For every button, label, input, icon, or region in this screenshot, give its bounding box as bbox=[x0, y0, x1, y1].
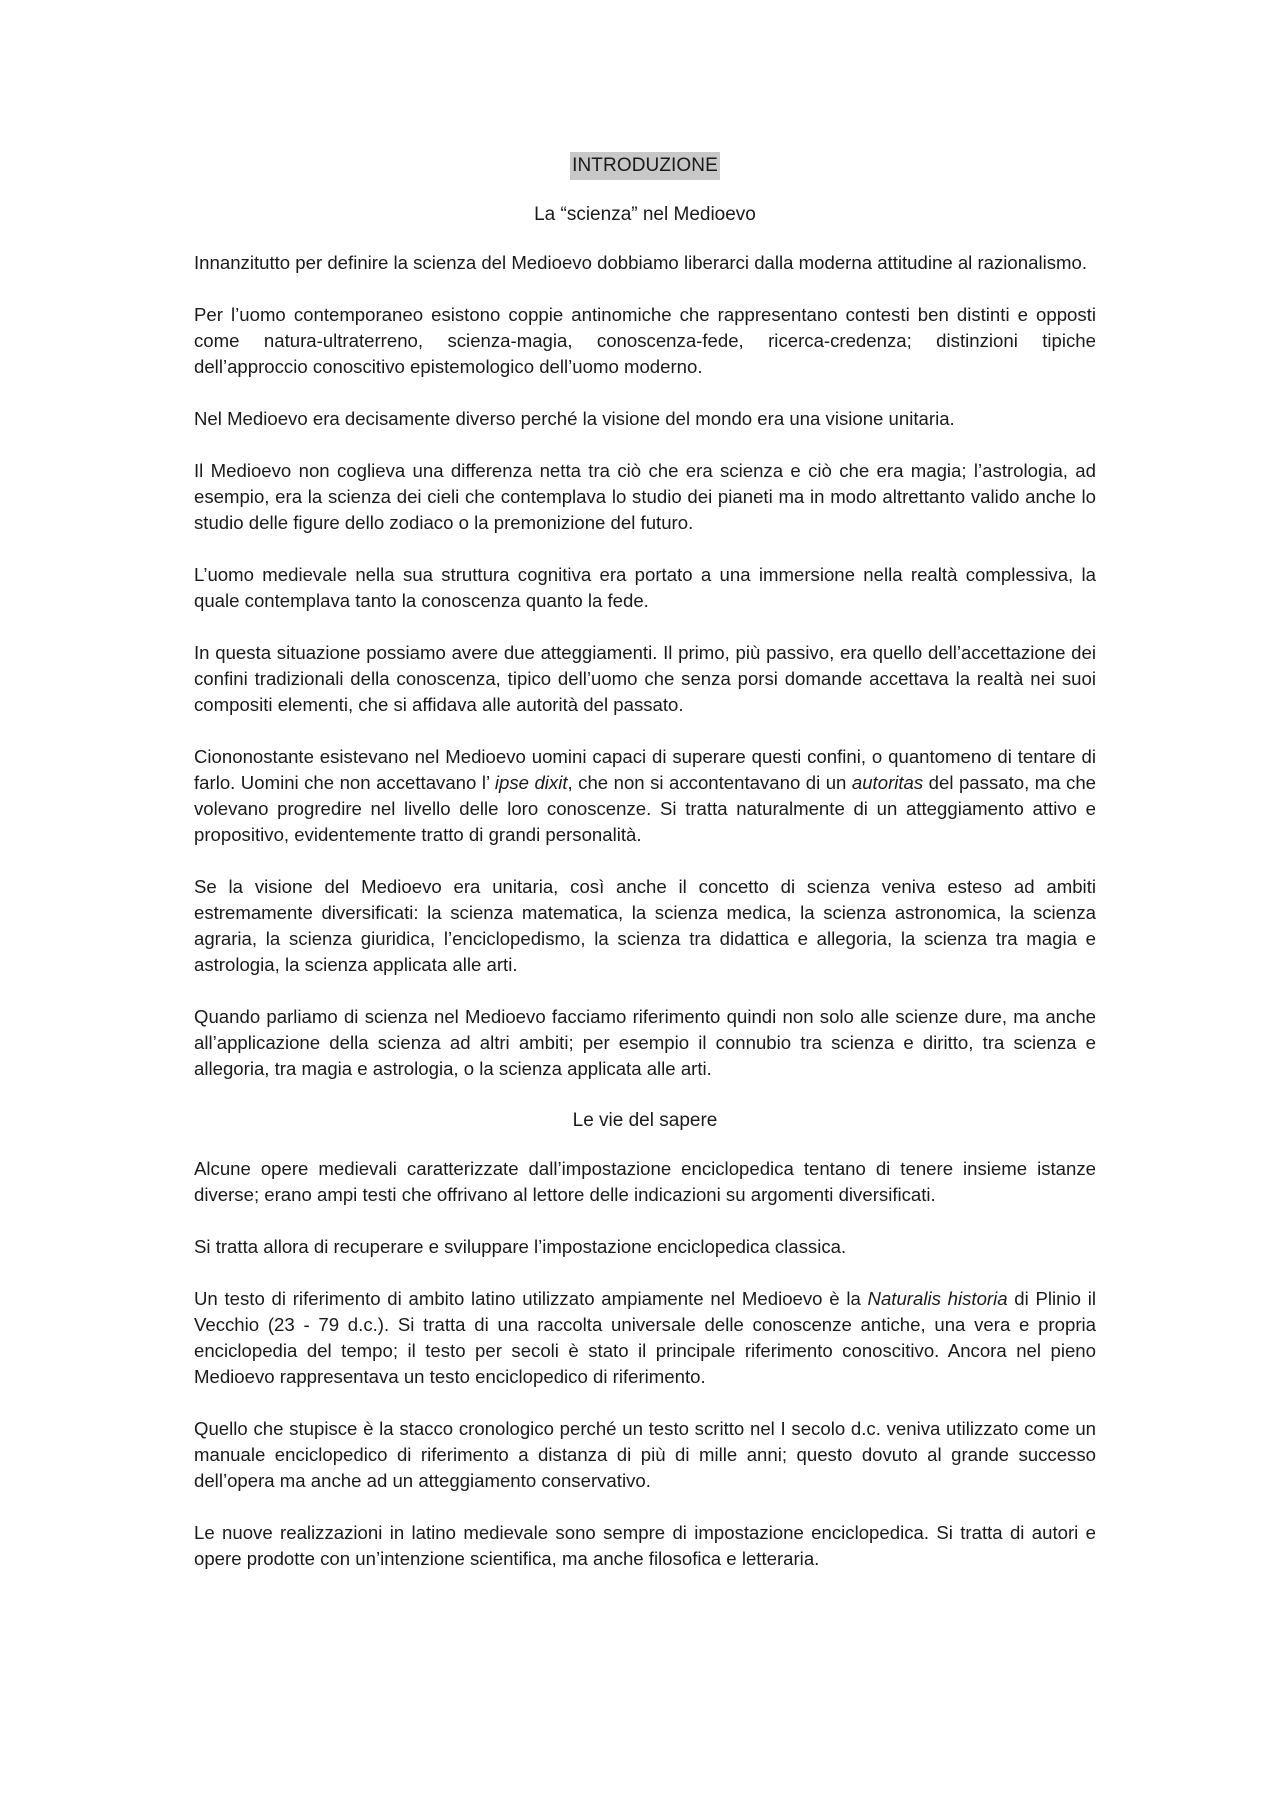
paragraph-12-text-b: di Plinio il Vecchio (23 - 79 d.c.). Si tratta di una raccolta universale delle conoscenze antiche, una vera e propria enciclopedia del tempo; il testo per secoli è stato il principale riferimento conoscitivo. Ancora nel pieno Medioevo rappresentava un testo enciclopedico di riferimento. bbox=[194, 1288, 1096, 1387]
document-page bbox=[194, 152, 1096, 1598]
paragraph-1: Innanzitutto per definire la scienza del Medioevo dobbiamo liberarci dalla moderna attitudine al razionalismo. bbox=[194, 252, 1088, 273]
title-container bbox=[194, 152, 1096, 180]
paragraph-2: Per l’uomo contemporaneo esistono coppie antinomiche che rappresentano contesti ben distinti e opposti come natura-ultraterreno, scienza-magia, conoscenza-fede, ricerca-credenza; distinzioni tipiche dell’approccio conoscitivo epistemologico dell’uomo moderno. bbox=[194, 304, 1096, 377]
section-heading-vie-del-sapere: Le vie del sapere bbox=[572, 1110, 718, 1131]
paragraph-12-text-a: Un testo di riferimento di ambito latino utilizzato ampiamente nel Medioevo è la bbox=[194, 1288, 868, 1309]
paragraph-10: Alcune opere medievali caratterizzate dall’impostazione enciclopedica tentano di tenere insieme istanze diverse; erano ampi testi che offrivano al lettore delle indicazioni su argomenti diversificati. bbox=[194, 1158, 1096, 1205]
paragraph-13: Quello che stupisce è la stacco cronologico perché un testo scritto nel I secolo d.c. veniva utilizzato come un manuale enciclopedico di riferimento a distanza di più di mille anni; questo dovuto al grande successo dell’opera ma anche ad un atteggiamento conservativo. bbox=[194, 1418, 1096, 1491]
paragraph-4: Il Medioevo non coglieva una differenza netta tra ciò che era scienza e ciò che era magia; l’astrologia, ad esempio, era la scienza dei cieli che contemplava lo studio dei pianeti ma in modo altrettanto valido anche lo studio delle figure dello zodiaco o la premonizione del futuro. bbox=[194, 460, 1096, 533]
paragraph-9: Quando parliamo di scienza nel Medioevo facciamo riferimento quindi non solo alle scienze dure, ma anche all’applicazione della scienza ad altri ambiti; per esempio il connubio tra scienza e diritto, tra scienza e allegoria, tra magia e astrologia, o la scienza applicata alle arti. bbox=[194, 1006, 1096, 1079]
paragraph-7-text-b: , che non si accontentavano di un bbox=[567, 772, 852, 793]
paragraph-7 bbox=[194, 744, 1096, 848]
paragraph-3: Nel Medioevo era decisamente diverso perché la visione del mondo era una visione unitaria. bbox=[194, 408, 955, 429]
paragraph-12 bbox=[194, 1286, 1096, 1390]
paragraph-7-text-c: del passato, ma che volevano progredire nel livello delle loro conoscenze. Si tratta naturalmente di un atteggiamento attivo e propositivo, evidentemente tratto di grandi personalità. bbox=[194, 772, 1097, 845]
paragraph-5: L’uomo medievale nella sua struttura cognitiva era portato a una immersione nella realtà complessiva, la quale contemplava tanto la conoscenza quanto la fede. bbox=[194, 564, 1096, 611]
paragraph-7-text-a: Ciononostante esistevano nel Medioevo uomini capaci di superare questi confini, o quantomeno di tentare di farlo. Uomini che non accettavano l’ bbox=[194, 746, 1096, 793]
document-title: INTRODUZIONE bbox=[570, 152, 720, 180]
paragraph-7-italic-autoritas: autoritas bbox=[851, 772, 924, 793]
paragraph-7-italic-ipse-dixit: ipse dixit bbox=[494, 772, 568, 793]
paragraph-14: Le nuove realizzazioni in latino medievale sono sempre di impostazione enciclopedica. Si tratta di autori e opere prodotte con un’intenzione scientifica, ma anche filosofica e letteraria. bbox=[194, 1522, 1096, 1569]
paragraph-12-italic-naturalis-historia: Naturalis historia bbox=[867, 1288, 1008, 1309]
paragraph-8: Se la visione del Medioevo era unitaria, così anche il concetto di scienza veniva esteso ad ambiti estremamente diversificati: la scienza matematica, la scienza medica, la scienza astronomica, la scienza agraria, la scienza giuridica, l’enciclopedismo, la scienza tra didattica e allegoria, la scienza tra magia e astrologia, la scienza applicata alle arti. bbox=[194, 876, 1096, 975]
paragraph-11: Si tratta allora di recuperare e sviluppare l’impostazione enciclopedica classica. bbox=[194, 1236, 847, 1257]
section-heading-scienza: La “scienza” nel Medioevo bbox=[534, 204, 756, 225]
paragraph-6: In questa situazione possiamo avere due atteggiamenti. Il primo, più passivo, era quello dell’accettazione dei confini tradizionali della conoscenza, tipico dell’uomo che senza porsi domande accettava la realtà nei suoi compositi elementi, che si affidava alle autorità del passato. bbox=[194, 642, 1096, 715]
